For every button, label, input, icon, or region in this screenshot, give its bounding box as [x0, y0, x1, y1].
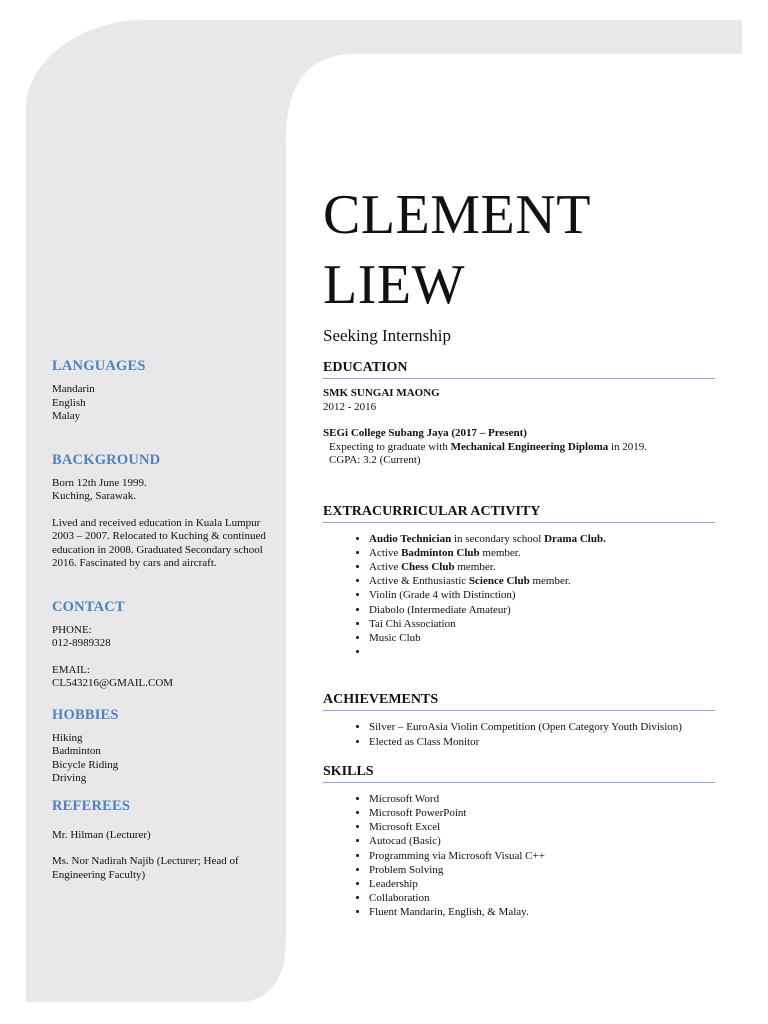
phone-value[interactable]: 012-8989328: [52, 637, 111, 649]
achievements-list: [323, 720, 715, 748]
list-item: • Leadership: [369, 877, 715, 891]
list-item: • Violin (Grade 4 with Distinction): [369, 588, 715, 602]
hobby-item: Driving: [52, 772, 87, 784]
list-item: • Active Badminton Club member.: [369, 546, 715, 560]
college-cgpa: CGPA: 3.2 (Current): [329, 454, 421, 466]
list-item: • Problem Solving: [369, 863, 715, 877]
hobby-item: Badminton: [52, 745, 101, 757]
school-years: 2012 - 2016: [323, 400, 377, 413]
birth-date: Born 12th June 1999.: [52, 476, 147, 489]
main-content: [323, 180, 715, 920]
name-line-last: LIEW: [323, 254, 465, 316]
list-item: • Silver – EuroAsia Violin Competition (Open Category Youth Division): [369, 720, 715, 734]
list-item: • Collaboration: [369, 891, 715, 905]
list-item: • Microsoft PowerPoint: [369, 806, 715, 820]
background-story: Lived and received education in Kuala Lumpur 2003 – 2007. Relocated to Kuching & continued education in 2008. Graduated Secondary school 2016. Fascinated by cars and aircraft.: [52, 516, 266, 569]
birth-place: Kuching, Sarawak.: [52, 490, 137, 502]
extracurricular-heading: EXTRACURRICULAR ACTIVITY: [323, 504, 715, 523]
name-line-first: CLEMENT: [323, 184, 591, 246]
sidebar: [52, 358, 282, 882]
email-label: EMAIL:: [52, 663, 90, 676]
referee-item: Ms. Nor Nadirah Najib (Lecturer; Head of Engineering Faculty): [52, 855, 239, 881]
list-item: • Active & Enthusiastic Science Club member.: [369, 574, 715, 588]
referees-heading: REFEREES: [52, 797, 131, 814]
list-item: • Music Club: [369, 631, 715, 645]
email-value[interactable]: CL543216@GMAIL.COM: [52, 677, 174, 689]
hobby-item: Bicycle Riding: [52, 758, 119, 771]
contact-heading: CONTACT: [52, 598, 125, 615]
hobby-item: Hiking: [52, 731, 83, 744]
phone-label: PHONE:: [52, 623, 92, 636]
list-item: • Active Chess Club member.: [369, 560, 715, 574]
language-item: Malay: [52, 410, 81, 422]
education-heading: EDUCATION: [323, 360, 715, 379]
list-item: • Fluent Mandarin, English, & Malay.: [369, 905, 715, 919]
list-item: • Audio Technician in secondary school Drama Club.: [369, 532, 715, 546]
list-item-empty: [369, 645, 715, 659]
list-item: • Autocad (Basic): [369, 834, 715, 848]
extracurricular-list: [323, 532, 715, 660]
list-item: • Diabolo (Intermediate Amateur): [369, 603, 715, 617]
list-item: • Microsoft Word: [369, 792, 715, 806]
list-item: • Tai Chi Association: [369, 617, 715, 631]
college-name: SEGi College Subang Jaya (2017 – Present): [323, 427, 527, 439]
college-expectation: Expecting to graduate with Mechanical Engineering Diploma in 2019.: [329, 440, 648, 453]
list-item: • Microsoft Excel: [369, 820, 715, 834]
school-name: SMK SUNGAI MAONG: [323, 387, 440, 399]
list-item: • Programming via Microsoft Visual C++: [369, 849, 715, 863]
skills-heading: SKILLS: [323, 764, 715, 783]
background-heading: BACKGROUND: [52, 451, 161, 468]
languages-heading: LANGUAGES: [52, 358, 146, 374]
tagline: Seeking Internship: [323, 326, 451, 345]
language-item: Mandarin: [52, 383, 95, 395]
hobbies-heading: HOBBIES: [52, 706, 119, 723]
referee-item: Mr. Hilman (Lecturer): [52, 828, 151, 841]
list-item: • Elected as Class Monitor: [369, 735, 715, 749]
skills-list: [323, 792, 715, 920]
achievements-heading: ACHIEVEMENTS: [323, 692, 715, 711]
language-item: English: [52, 396, 86, 409]
